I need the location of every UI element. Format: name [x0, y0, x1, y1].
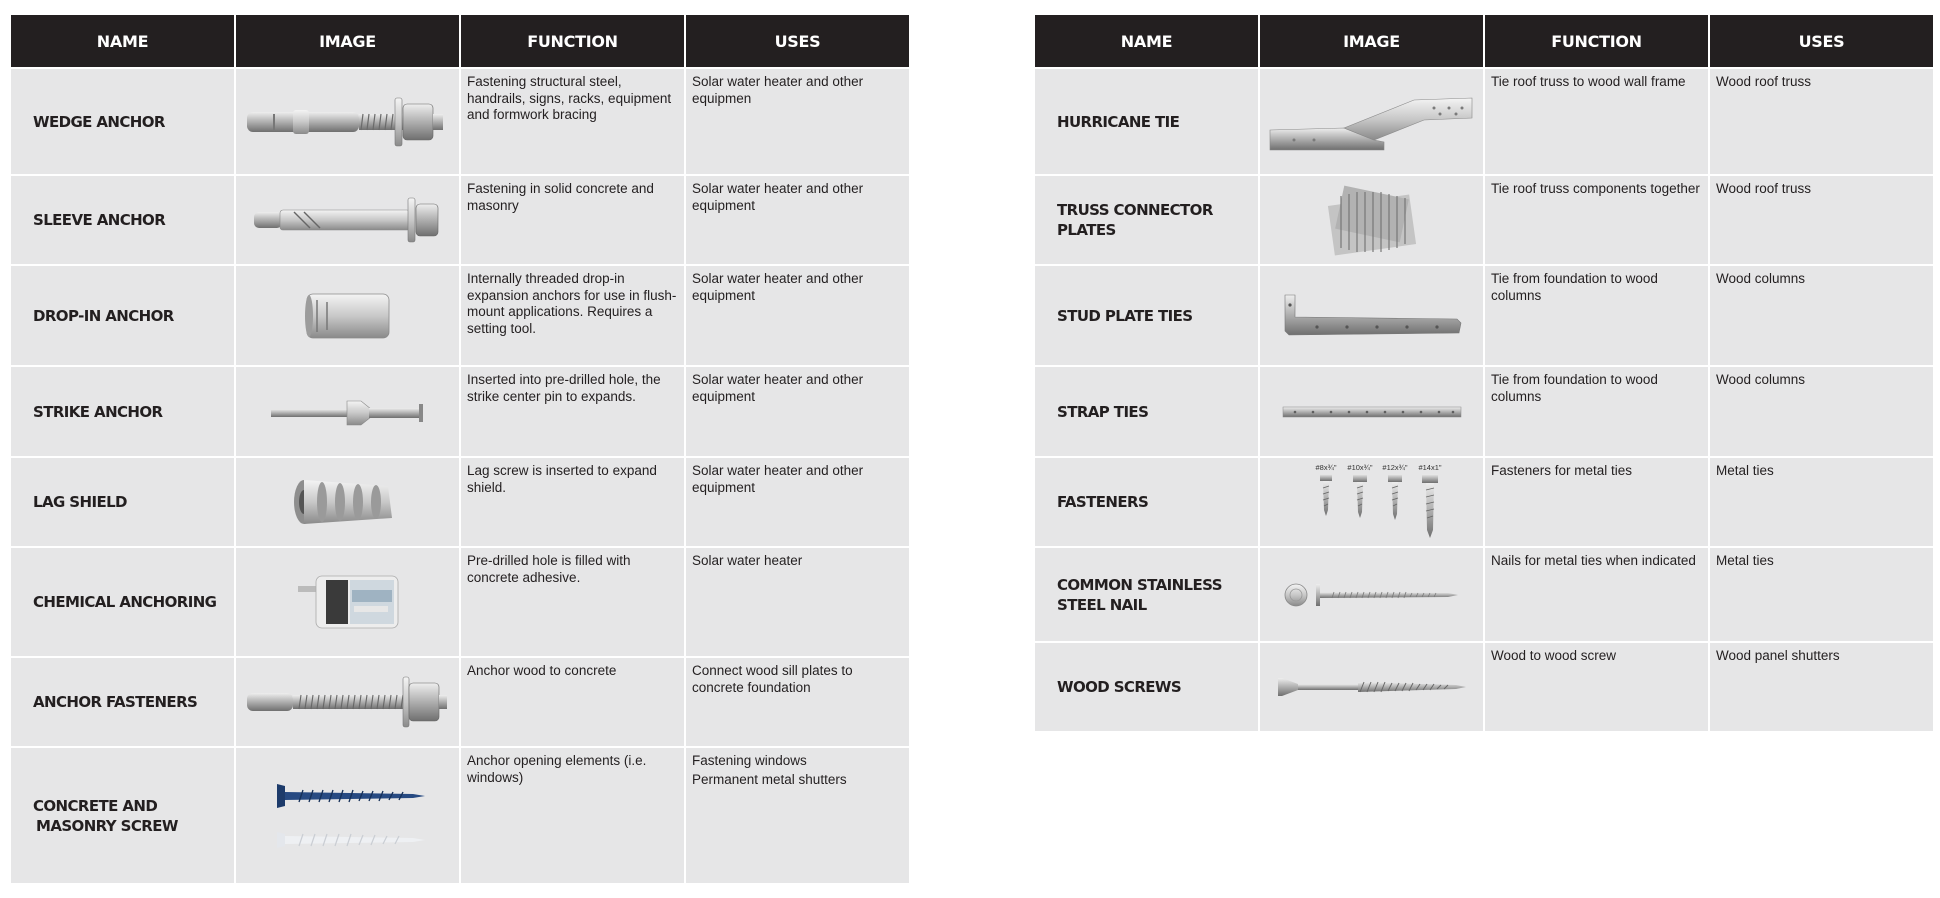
item-name: STRIKE ANCHOR: [33, 402, 163, 421]
header-function: FUNCTION: [1484, 14, 1709, 68]
image-cell: [235, 657, 460, 747]
header-uses: USES: [1709, 14, 1934, 68]
wedge-anchor-icon: [243, 92, 453, 152]
uses-cell: [685, 747, 910, 884]
header-row: [1034, 14, 1934, 68]
screw-label: #12x¾": [1381, 463, 1408, 472]
function-cell: [1484, 68, 1709, 175]
item-name: WOOD SCREWS: [1057, 678, 1182, 696]
name-cell: [10, 747, 235, 884]
name-cell: [1034, 642, 1259, 732]
image-cell: [235, 68, 460, 175]
item-name: DROP-IN ANCHOR: [33, 306, 174, 325]
function-cell: [1484, 457, 1709, 547]
sleeve-anchor-icon: [248, 192, 448, 248]
uses-cell: [685, 175, 910, 265]
image-cell: [235, 457, 460, 547]
table-row: [10, 657, 910, 747]
header-image: IMAGE: [1259, 14, 1484, 68]
item-uses: Solar water heater: [692, 553, 803, 568]
function-cell: [460, 366, 685, 457]
item-function: Lag screw is inserted to expand shield.: [467, 463, 657, 495]
function-cell: [460, 68, 685, 175]
item-name: SLEEVE ANCHOR: [33, 211, 166, 229]
name-cell: [1034, 175, 1259, 265]
table-row: [1034, 547, 1934, 642]
stud-plate-tie-icon: [1277, 289, 1467, 343]
item-name: WEDGE ANCHOR: [33, 112, 165, 131]
image-cell: [1259, 265, 1484, 366]
table-row: [10, 265, 910, 366]
name-cell: [10, 175, 235, 265]
item-name: HURRICANE TIE: [1057, 112, 1180, 131]
uses-cell: [1709, 265, 1934, 366]
item-function: Pre-drilled hole is filled with concrete adhesive.: [467, 553, 631, 585]
anchor-bolt-icon: [243, 673, 453, 731]
item-function: Tie from foundation to wood columns: [1491, 271, 1658, 303]
item-function: Fastening in solid concrete and masonry: [467, 181, 654, 213]
uses-cell: [1709, 457, 1934, 547]
header-name: NAME: [10, 14, 235, 68]
item-uses-line-1: Fastening windows: [692, 753, 807, 768]
uses-cell: [1709, 547, 1934, 642]
name-cell: [1034, 547, 1259, 642]
name-cell: [1034, 457, 1259, 547]
item-uses-line-2: Permanent metal shutters: [692, 771, 847, 787]
function-cell: [460, 747, 685, 884]
table-row: [10, 457, 910, 547]
name-cell: [1034, 265, 1259, 366]
image-cell: [235, 747, 460, 884]
uses-cell: [1709, 366, 1934, 457]
image-cell: [1259, 175, 1484, 265]
item-name-line-2: STEEL NAIL: [1057, 595, 1147, 614]
item-uses: Solar water heater and other equipment: [692, 181, 864, 213]
item-uses: Solar water heater and other equipment: [692, 372, 864, 404]
item-name: STRAP TIES: [1057, 402, 1149, 421]
header-row: [10, 14, 910, 68]
name-cell: [10, 657, 235, 747]
uses-cell: [685, 547, 910, 657]
item-function: Wood to wood screw: [1491, 648, 1617, 663]
item-uses: Wood columns: [1716, 271, 1806, 286]
item-uses: Metal ties: [1716, 553, 1774, 568]
table-row: [10, 547, 910, 657]
image-cell: [235, 366, 460, 457]
item-name: FASTENERS: [1057, 493, 1149, 511]
function-cell: [460, 175, 685, 265]
name-cell: [10, 265, 235, 366]
image-cell: [235, 265, 460, 366]
image-cell: [1259, 642, 1484, 732]
image-cell: [1259, 366, 1484, 457]
item-function: Anchor wood to concrete: [467, 663, 617, 678]
item-name-line-2: MASONRY SCREW: [36, 816, 178, 835]
item-uses: Solar water heater and other equipment: [692, 463, 864, 495]
header-name: NAME: [1034, 14, 1259, 68]
strap-tie-icon: [1279, 397, 1465, 427]
right-connector-table: [1033, 13, 1935, 733]
item-function: Tie from foundation to wood columns: [1491, 372, 1658, 404]
function-cell: [460, 457, 685, 547]
item-name: STUD PLATE TIES: [1057, 306, 1193, 325]
name-cell: [10, 547, 235, 657]
item-function: Internally threaded drop-in expansion anchors for use in flush-mount applications. Requires a setting tool.: [467, 271, 677, 336]
name-cell: [1034, 366, 1259, 457]
item-name: ANCHOR FASTENERS: [33, 693, 198, 711]
item-function: Nails for metal ties when indicated: [1491, 553, 1696, 568]
lag-shield-icon: [288, 472, 408, 532]
function-cell: [1484, 547, 1709, 642]
table-row: [1034, 265, 1934, 366]
table-row: [10, 747, 910, 884]
table-row: [1034, 175, 1934, 265]
self-drilling-screws-icon: [1292, 460, 1452, 544]
uses-cell: [1709, 642, 1934, 732]
item-uses: Metal ties: [1716, 463, 1774, 478]
uses-cell: [685, 457, 910, 547]
item-function: Tie roof truss components together: [1491, 181, 1700, 196]
item-name-line-1: CONCRETE AND: [33, 796, 158, 815]
item-uses: Wood roof truss: [1716, 74, 1812, 89]
item-function: Anchor opening elements (i.e. windows): [467, 753, 647, 785]
image-cell: [235, 175, 460, 265]
item-uses: Solar water heater and other equipmen: [692, 74, 864, 106]
function-cell: [460, 547, 685, 657]
name-cell: [10, 366, 235, 457]
screw-label: #14x1": [1417, 463, 1442, 472]
item-function: Fastening structural steel, handrails, signs, racks, equipment and formwork bracing: [467, 74, 672, 122]
hurricane-tie-icon: [1264, 90, 1479, 154]
table-row: [1034, 457, 1934, 547]
header-function: FUNCTION: [460, 14, 685, 68]
masonry-screw-icon: [263, 776, 433, 856]
name-cell: [1034, 68, 1259, 175]
item-uses: Wood roof truss: [1716, 181, 1812, 196]
name-cell: [10, 457, 235, 547]
item-name: TRUSS CONNECTOR PLATES: [1057, 201, 1213, 239]
screw-label: #10x¾": [1346, 463, 1373, 472]
header-uses: USES: [685, 14, 910, 68]
function-cell: [460, 265, 685, 366]
item-name: LAG SHIELD: [33, 493, 127, 511]
screw-label: #8x¾": [1314, 463, 1337, 472]
uses-cell: [685, 657, 910, 747]
adhesive-cartridge-icon: [288, 570, 408, 634]
image-cell: [1259, 68, 1484, 175]
uses-cell: [1709, 175, 1934, 265]
item-uses: Wood columns: [1716, 372, 1806, 387]
image-cell: [1259, 457, 1484, 547]
item-name: CHEMICAL ANCHORING: [33, 593, 217, 611]
item-name-line-1: COMMON STAINLESS: [1057, 575, 1222, 594]
table-row: [1034, 366, 1934, 457]
table-row: [1034, 642, 1934, 732]
item-function: Tie roof truss to wood wall frame: [1491, 74, 1686, 89]
uses-cell: [685, 265, 910, 366]
uses-cell: [685, 68, 910, 175]
table-row: [1034, 68, 1934, 175]
uses-cell: [1709, 68, 1934, 175]
function-cell: [1484, 366, 1709, 457]
table-row: [10, 366, 910, 457]
function-cell: [460, 657, 685, 747]
table-row: [10, 175, 910, 265]
item-uses: Wood panel shutters: [1716, 648, 1840, 663]
header-image: IMAGE: [235, 14, 460, 68]
function-cell: [1484, 642, 1709, 732]
nail-icon: [1282, 575, 1462, 615]
image-cell: [235, 547, 460, 657]
item-uses: Solar water heater and other equipment: [692, 271, 864, 303]
name-cell: [10, 68, 235, 175]
strike-anchor-icon: [263, 387, 433, 437]
table-row: [10, 68, 910, 175]
wood-screw-icon: [1274, 670, 1470, 704]
uses-cell: [685, 366, 910, 457]
left-anchor-table: [9, 13, 911, 885]
item-function: Inserted into pre-drilled hole, the strike center pin to expands.: [467, 372, 661, 404]
truss-plate-icon: [1317, 182, 1427, 258]
item-function: Fasteners for metal ties: [1491, 463, 1633, 478]
function-cell: [1484, 175, 1709, 265]
drop-in-anchor-icon: [293, 288, 403, 344]
function-cell: [1484, 265, 1709, 366]
item-uses: Connect wood sill plates to concrete foundation: [692, 663, 853, 695]
image-cell: [1259, 547, 1484, 642]
